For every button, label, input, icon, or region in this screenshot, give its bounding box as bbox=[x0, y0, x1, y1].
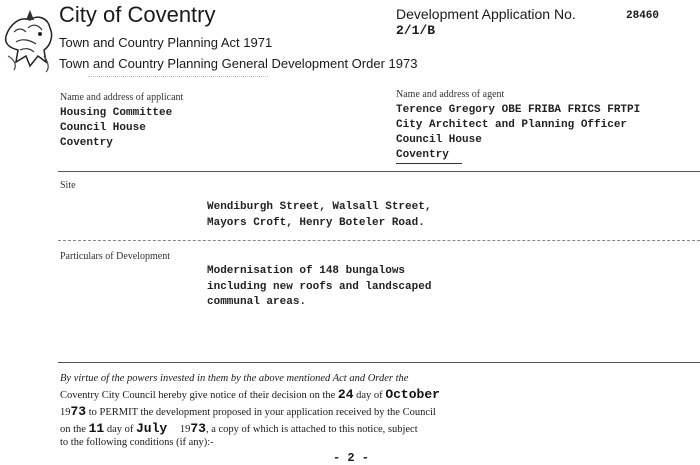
agent-line-1: Terence Gregory OBE FRIBA FRICS FRTPI bbox=[396, 104, 641, 116]
act-title: Town and Country Planning Act 1971 bbox=[59, 35, 273, 50]
decision-year: 73 bbox=[70, 404, 87, 419]
divider-1 bbox=[58, 171, 700, 172]
decision-day: 24 bbox=[337, 387, 354, 402]
applicant-line-1: Housing Committee bbox=[60, 107, 173, 119]
site-line-1: Wendiburgh Street, Walsall Street, bbox=[207, 201, 432, 213]
application-reference: 2/1/B bbox=[396, 23, 436, 38]
notice-line-4 bbox=[60, 421, 418, 436]
received-day: 11 bbox=[88, 421, 105, 436]
applicant-line-2: Council House bbox=[60, 122, 146, 134]
notice-line-4-onthe: on the bbox=[60, 424, 86, 435]
notice-line-3-text: to PERMIT the development proposed in your application received by the Council bbox=[88, 407, 436, 418]
agent-line-4: Coventry bbox=[396, 149, 449, 161]
notice-line-2-text: Coventry City Council hereby give notice of their decision on the bbox=[60, 390, 336, 401]
development-label: Particulars of Development bbox=[60, 251, 170, 262]
site-label: Site bbox=[60, 180, 76, 191]
development-line-1: Modernisation of 148 bungalows bbox=[207, 265, 406, 277]
coventry-crest-icon bbox=[0, 6, 56, 76]
notice-line-5: to the following conditions (if any):- bbox=[60, 437, 214, 448]
notice-line-2 bbox=[60, 387, 440, 402]
applicant-label: Name and address of applicant bbox=[60, 92, 184, 103]
page-marker: - 2 - bbox=[333, 451, 370, 465]
decision-month: October bbox=[385, 387, 440, 402]
site-line-2: Mayors Croft, Henry Boteler Road. bbox=[207, 217, 425, 229]
council-title: City of Coventry bbox=[59, 2, 216, 27]
development-line-3: communal areas. bbox=[207, 296, 307, 308]
agent-line-2: City Architect and Planning Officer bbox=[396, 119, 628, 131]
notice-line-4-tail: , a copy of which is attached to this notice, subject bbox=[205, 424, 418, 435]
notice-line-1: By virtue of the powers invested in them by the above mentioned Act and Order the bbox=[60, 373, 409, 384]
notice-line-4-dayof: day of bbox=[106, 424, 134, 435]
faint-stamp-marks bbox=[88, 76, 268, 81]
application-number: 28460 bbox=[626, 10, 660, 22]
notice-line-3 bbox=[60, 404, 436, 419]
application-number-label: Development Application No. bbox=[396, 6, 576, 22]
notice-line-2-dayof: day of bbox=[356, 390, 383, 401]
agent-line-3: Council House bbox=[396, 134, 482, 146]
received-year: 73 bbox=[190, 421, 206, 436]
decision-year-prefix: 19 bbox=[60, 407, 71, 418]
agent-underline bbox=[396, 163, 462, 164]
applicant-line-3: Coventry bbox=[60, 137, 113, 149]
order-title: Town and Country Planning General Development Order 1973 bbox=[59, 56, 418, 71]
received-year-prefix: 19 bbox=[179, 424, 191, 435]
divider-3 bbox=[58, 362, 700, 363]
development-line-2: including new roofs and landscaped bbox=[207, 281, 432, 293]
agent-label: Name and address of agent bbox=[396, 89, 505, 100]
divider-2 bbox=[58, 240, 700, 241]
received-month: July bbox=[135, 421, 168, 436]
